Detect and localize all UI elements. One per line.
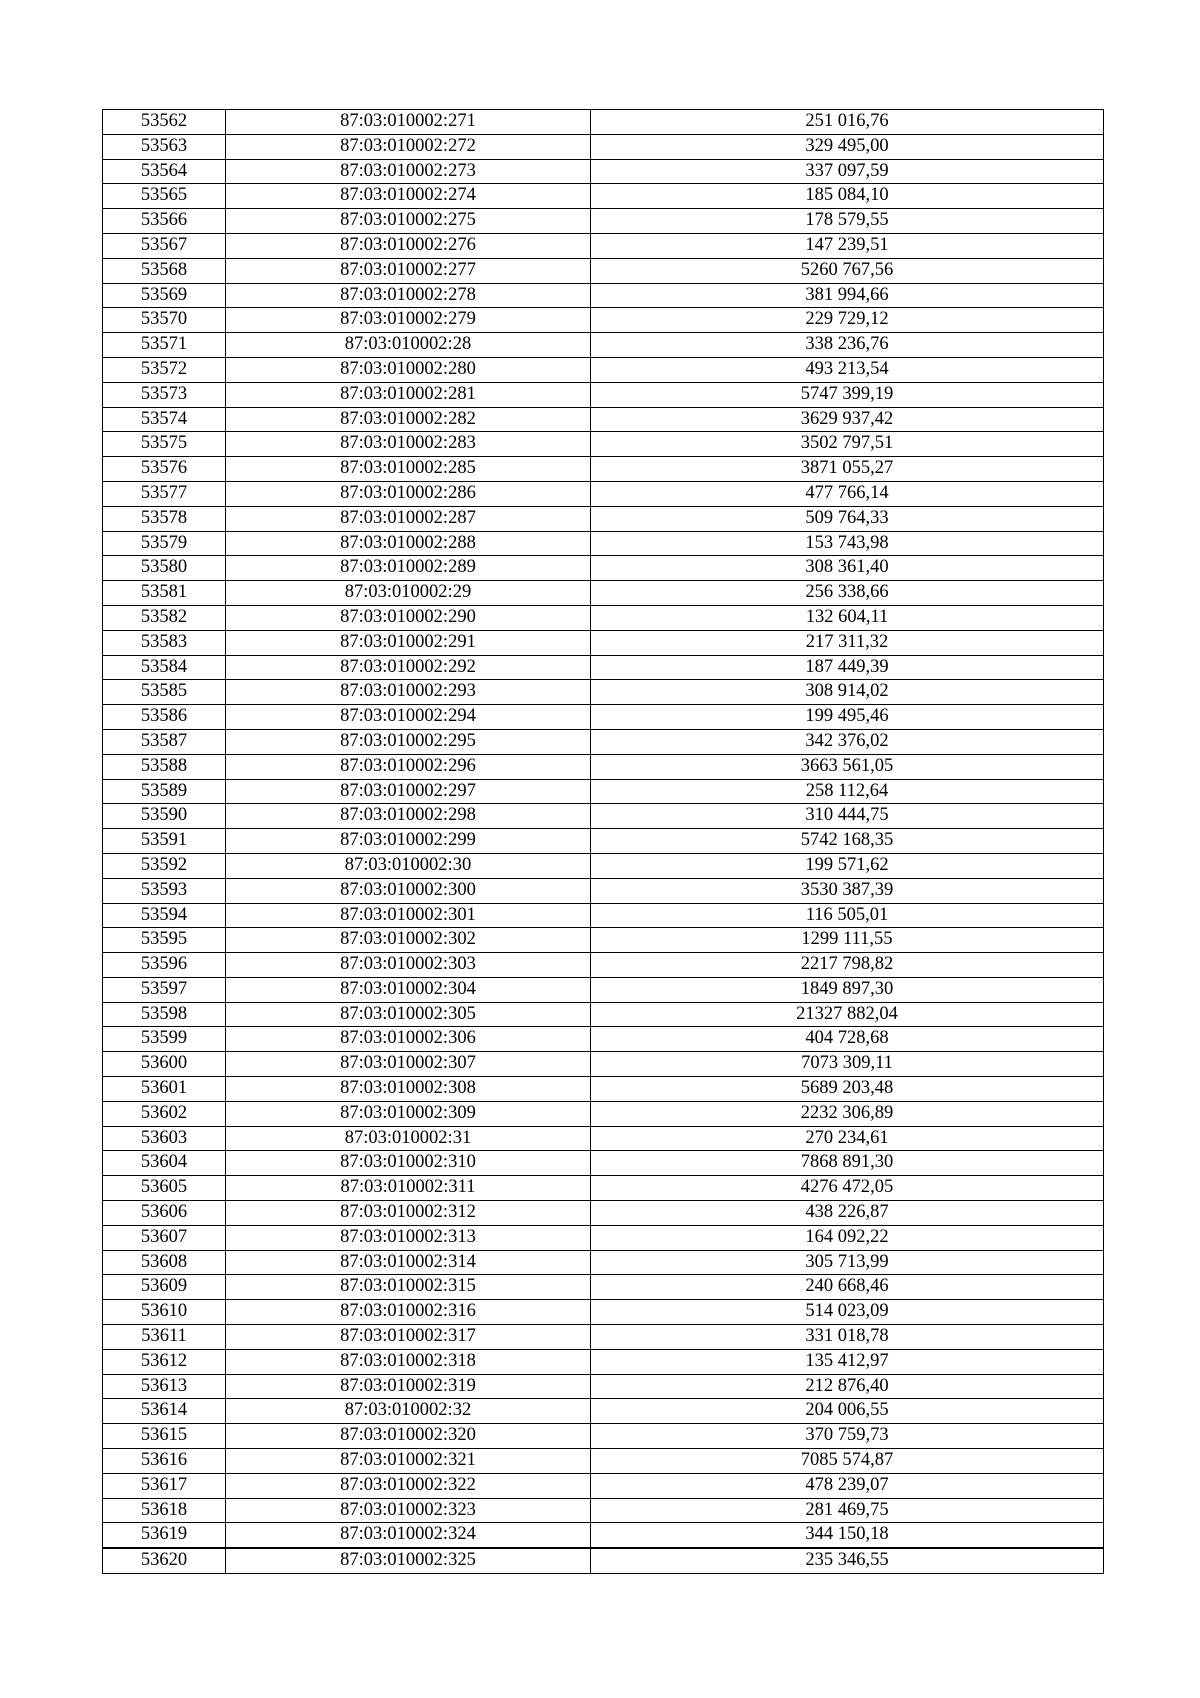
cadastral-number-cell: 87:03:010002:318: [226, 1349, 591, 1374]
cadastral-number-cell: 87:03:010002:323: [226, 1498, 591, 1523]
cadastral-number-cell: 87:03:010002:321: [226, 1449, 591, 1474]
row-number-cell: 53617: [103, 1473, 226, 1498]
cadastral-value-cell: 199 495,46: [591, 705, 1104, 730]
cadastral-value-cell: 438 226,87: [591, 1201, 1104, 1226]
table-row: [103, 457, 1104, 482]
table-row: [103, 754, 1104, 779]
cadastral-number-cell: 87:03:010002:320: [226, 1424, 591, 1449]
row-number-cell: 53597: [103, 977, 226, 1002]
table-row: [103, 308, 1104, 333]
table-row: [103, 556, 1104, 581]
cadastral-value-cell: 5260 767,56: [591, 258, 1104, 283]
table-row: [103, 407, 1104, 432]
cadastral-number-cell: 87:03:010002:293: [226, 680, 591, 705]
row-number-cell: 53589: [103, 779, 226, 804]
cadastral-number-cell: 87:03:010002:281: [226, 382, 591, 407]
row-number-cell: 53598: [103, 1002, 226, 1027]
row-number-cell: 53619: [103, 1523, 226, 1548]
cadastral-number-cell: 87:03:010002:289: [226, 556, 591, 581]
cadastral-value-cell: 153 743,98: [591, 531, 1104, 556]
row-number-cell: 53594: [103, 903, 226, 928]
row-number-cell: 53574: [103, 407, 226, 432]
table-row: [103, 1300, 1104, 1325]
cadastral-value-cell: 7073 309,11: [591, 1052, 1104, 1077]
cadastral-number-cell: 87:03:010002:324: [226, 1523, 591, 1548]
cadastral-number-cell: 87:03:010002:299: [226, 829, 591, 854]
table-row: [103, 1275, 1104, 1300]
cadastral-number-cell: 87:03:010002:294: [226, 705, 591, 730]
table-row: [103, 159, 1104, 184]
row-number-cell: 53602: [103, 1101, 226, 1126]
cadastral-number-cell: 87:03:010002:280: [226, 357, 591, 382]
cadastral-value-cell: 331 018,78: [591, 1325, 1104, 1350]
row-number-cell: 53563: [103, 134, 226, 159]
cadastral-value-cell: 5689 203,48: [591, 1077, 1104, 1102]
cadastral-value-cell: 344 150,18: [591, 1523, 1104, 1548]
row-number-cell: 53592: [103, 853, 226, 878]
cadastral-value-cell: 370 759,73: [591, 1424, 1104, 1449]
table-row: [103, 432, 1104, 457]
row-number-cell: 53618: [103, 1498, 226, 1523]
row-number-cell: 53566: [103, 209, 226, 234]
row-number-cell: 53585: [103, 680, 226, 705]
row-number-cell: 53603: [103, 1126, 226, 1151]
row-number-cell: 53575: [103, 432, 226, 457]
cadastral-number-cell: 87:03:010002:319: [226, 1374, 591, 1399]
cadastral-value-cell: 185 084,10: [591, 184, 1104, 209]
row-number-cell: 53600: [103, 1052, 226, 1077]
row-number-cell: 53583: [103, 630, 226, 655]
table-row: [103, 233, 1104, 258]
cadastral-value-cell: 509 764,33: [591, 506, 1104, 531]
row-number-cell: 53616: [103, 1449, 226, 1474]
row-number-cell: 53609: [103, 1275, 226, 1300]
cadastral-value-cell: 229 729,12: [591, 308, 1104, 333]
row-number-cell: 53596: [103, 953, 226, 978]
row-number-cell: 53580: [103, 556, 226, 581]
row-number-cell: 53620: [103, 1548, 226, 1573]
cadastral-number-cell: 87:03:010002:291: [226, 630, 591, 655]
cadastral-value-cell: 132 604,11: [591, 605, 1104, 630]
table-row: [103, 878, 1104, 903]
row-number-cell: 53564: [103, 159, 226, 184]
table-row: [103, 705, 1104, 730]
table-row: [103, 630, 1104, 655]
cadastral-value-cell: 493 213,54: [591, 357, 1104, 382]
table-row: [103, 1052, 1104, 1077]
cadastral-number-cell: 87:03:010002:297: [226, 779, 591, 804]
cadastral-value-cell: 404 728,68: [591, 1027, 1104, 1052]
table-row: [103, 258, 1104, 283]
cadastral-value-cell: 199 571,62: [591, 853, 1104, 878]
cadastral-value-cell: 1299 111,55: [591, 928, 1104, 953]
cadastral-number-cell: 87:03:010002:314: [226, 1250, 591, 1275]
cadastral-value-cell: 258 112,64: [591, 779, 1104, 804]
row-number-cell: 53573: [103, 382, 226, 407]
row-number-cell: 53582: [103, 605, 226, 630]
row-number-cell: 53572: [103, 357, 226, 382]
table-row: [103, 1473, 1104, 1498]
table-row: [103, 655, 1104, 680]
cadastral-number-cell: 87:03:010002:275: [226, 209, 591, 234]
cadastral-number-cell: 87:03:010002:308: [226, 1077, 591, 1102]
cadastral-value-cell: 187 449,39: [591, 655, 1104, 680]
cadastral-number-cell: 87:03:010002:288: [226, 531, 591, 556]
cadastral-value-cell: 308 361,40: [591, 556, 1104, 581]
cadastral-number-cell: 87:03:010002:292: [226, 655, 591, 680]
table-row: [103, 1176, 1104, 1201]
table-row: [103, 729, 1104, 754]
cadastral-number-cell: 87:03:010002:282: [226, 407, 591, 432]
cadastral-value-cell: 251 016,76: [591, 110, 1104, 135]
table-row: [103, 184, 1104, 209]
cadastral-value-cell: 281 469,75: [591, 1498, 1104, 1523]
table-row: [103, 1027, 1104, 1052]
table-row: [103, 506, 1104, 531]
row-number-cell: 53613: [103, 1374, 226, 1399]
cadastral-value-table: [102, 109, 1104, 1574]
row-number-cell: 53584: [103, 655, 226, 680]
cadastral-value-cell: 3871 055,27: [591, 457, 1104, 482]
cadastral-number-cell: 87:03:010002:303: [226, 953, 591, 978]
row-number-cell: 53586: [103, 705, 226, 730]
row-number-cell: 53571: [103, 333, 226, 358]
row-number-cell: 53567: [103, 233, 226, 258]
table-row: [103, 1151, 1104, 1176]
table-row: [103, 283, 1104, 308]
row-number-cell: 53577: [103, 481, 226, 506]
table-row: [103, 357, 1104, 382]
cadastral-number-cell: 87:03:010002:32: [226, 1399, 591, 1424]
row-number-cell: 53615: [103, 1424, 226, 1449]
cadastral-number-cell: 87:03:010002:325: [226, 1548, 591, 1573]
cadastral-number-cell: 87:03:010002:302: [226, 928, 591, 953]
cadastral-number-cell: 87:03:010002:28: [226, 333, 591, 358]
cadastral-value-cell: 4276 472,05: [591, 1176, 1104, 1201]
cadastral-number-cell: 87:03:010002:279: [226, 308, 591, 333]
cadastral-number-cell: 87:03:010002:273: [226, 159, 591, 184]
table-row: [103, 1523, 1104, 1548]
cadastral-number-cell: 87:03:010002:313: [226, 1225, 591, 1250]
cadastral-number-cell: 87:03:010002:305: [226, 1002, 591, 1027]
cadastral-value-cell: 2232 306,89: [591, 1101, 1104, 1126]
cadastral-number-cell: 87:03:010002:298: [226, 804, 591, 829]
cadastral-value-cell: 178 579,55: [591, 209, 1104, 234]
cadastral-value-cell: 3530 387,39: [591, 878, 1104, 903]
row-number-cell: 53562: [103, 110, 226, 135]
table-row: [103, 1201, 1104, 1226]
cadastral-value-cell: 381 994,66: [591, 283, 1104, 308]
cadastral-number-cell: 87:03:010002:287: [226, 506, 591, 531]
cadastral-number-cell: 87:03:010002:311: [226, 1176, 591, 1201]
table-row: [103, 1498, 1104, 1523]
cadastral-number-cell: 87:03:010002:272: [226, 134, 591, 159]
cadastral-value-cell: 329 495,00: [591, 134, 1104, 159]
cadastral-number-cell: 87:03:010002:304: [226, 977, 591, 1002]
cadastral-value-cell: 2217 798,82: [591, 953, 1104, 978]
row-number-cell: 53569: [103, 283, 226, 308]
cadastral-value-cell: 164 092,22: [591, 1225, 1104, 1250]
row-number-cell: 53599: [103, 1027, 226, 1052]
table-row: [103, 804, 1104, 829]
row-number-cell: 53593: [103, 878, 226, 903]
table-row: [103, 1424, 1104, 1449]
row-number-cell: 53605: [103, 1176, 226, 1201]
row-number-cell: 53608: [103, 1250, 226, 1275]
row-number-cell: 53591: [103, 829, 226, 854]
table-body: [103, 110, 1104, 1574]
cadastral-number-cell: 87:03:010002:274: [226, 184, 591, 209]
cadastral-value-cell: 310 444,75: [591, 804, 1104, 829]
row-number-cell: 53601: [103, 1077, 226, 1102]
cadastral-value-cell: 337 097,59: [591, 159, 1104, 184]
row-number-cell: 53578: [103, 506, 226, 531]
table-row: [103, 1250, 1104, 1275]
cadastral-value-cell: 308 914,02: [591, 680, 1104, 705]
table-row: [103, 928, 1104, 953]
row-number-cell: 53579: [103, 531, 226, 556]
cadastral-value-cell: 1849 897,30: [591, 977, 1104, 1002]
table-row: [103, 1126, 1104, 1151]
table-row: [103, 134, 1104, 159]
table-row: [103, 1349, 1104, 1374]
table-row: [103, 110, 1104, 135]
cadastral-number-cell: 87:03:010002:277: [226, 258, 591, 283]
table-row: [103, 779, 1104, 804]
table-row: [103, 1077, 1104, 1102]
table-row: [103, 829, 1104, 854]
row-number-cell: 53606: [103, 1201, 226, 1226]
cadastral-number-cell: 87:03:010002:310: [226, 1151, 591, 1176]
table-row: [103, 1449, 1104, 1474]
table-row: [103, 953, 1104, 978]
cadastral-value-cell: 147 239,51: [591, 233, 1104, 258]
table-row: [103, 1101, 1104, 1126]
cadastral-value-cell: 204 006,55: [591, 1399, 1104, 1424]
cadastral-number-cell: 87:03:010002:309: [226, 1101, 591, 1126]
row-number-cell: 53581: [103, 581, 226, 606]
row-number-cell: 53565: [103, 184, 226, 209]
row-number-cell: 53595: [103, 928, 226, 953]
cadastral-number-cell: 87:03:010002:295: [226, 729, 591, 754]
cadastral-number-cell: 87:03:010002:322: [226, 1473, 591, 1498]
cadastral-value-cell: 3502 797,51: [591, 432, 1104, 457]
table-row: [103, 1225, 1104, 1250]
table-row: [103, 333, 1104, 358]
cadastral-number-cell: 87:03:010002:271: [226, 110, 591, 135]
cadastral-value-cell: 116 505,01: [591, 903, 1104, 928]
table-row: [103, 1399, 1104, 1424]
cadastral-number-cell: 87:03:010002:307: [226, 1052, 591, 1077]
cadastral-number-cell: 87:03:010002:317: [226, 1325, 591, 1350]
table-row: [103, 605, 1104, 630]
cadastral-number-cell: 87:03:010002:312: [226, 1201, 591, 1226]
row-number-cell: 53607: [103, 1225, 226, 1250]
row-number-cell: 53587: [103, 729, 226, 754]
table-row: [103, 903, 1104, 928]
cadastral-value-cell: 477 766,14: [591, 481, 1104, 506]
cadastral-value-cell: 3629 937,42: [591, 407, 1104, 432]
row-number-cell: 53570: [103, 308, 226, 333]
cadastral-number-cell: 87:03:010002:290: [226, 605, 591, 630]
row-number-cell: 53611: [103, 1325, 226, 1350]
cadastral-number-cell: 87:03:010002:286: [226, 481, 591, 506]
row-number-cell: 53590: [103, 804, 226, 829]
table-row: [103, 581, 1104, 606]
table-row: [103, 680, 1104, 705]
cadastral-value-cell: 338 236,76: [591, 333, 1104, 358]
row-number-cell: 53576: [103, 457, 226, 482]
table-row: [103, 1548, 1104, 1573]
table-row: [103, 1002, 1104, 1027]
cadastral-value-cell: 135 412,97: [591, 1349, 1104, 1374]
row-number-cell: 53604: [103, 1151, 226, 1176]
cadastral-value-cell: 3663 561,05: [591, 754, 1104, 779]
cadastral-number-cell: 87:03:010002:316: [226, 1300, 591, 1325]
cadastral-value-cell: 21327 882,04: [591, 1002, 1104, 1027]
table-row: [103, 209, 1104, 234]
table-row: [103, 531, 1104, 556]
cadastral-number-cell: 87:03:010002:300: [226, 878, 591, 903]
cadastral-value-cell: 270 234,61: [591, 1126, 1104, 1151]
cadastral-value-cell: 478 239,07: [591, 1473, 1104, 1498]
cadastral-value-cell: 305 713,99: [591, 1250, 1104, 1275]
table-row: [103, 382, 1104, 407]
cadastral-value-cell: 235 346,55: [591, 1548, 1104, 1573]
cadastral-number-cell: 87:03:010002:276: [226, 233, 591, 258]
cadastral-value-cell: 5747 399,19: [591, 382, 1104, 407]
cadastral-value-cell: 256 338,66: [591, 581, 1104, 606]
cadastral-number-cell: 87:03:010002:31: [226, 1126, 591, 1151]
table-row: [103, 853, 1104, 878]
cadastral-value-cell: 240 668,46: [591, 1275, 1104, 1300]
cadastral-number-cell: 87:03:010002:296: [226, 754, 591, 779]
row-number-cell: 53612: [103, 1349, 226, 1374]
cadastral-value-cell: 7868 891,30: [591, 1151, 1104, 1176]
cadastral-number-cell: 87:03:010002:306: [226, 1027, 591, 1052]
cadastral-value-cell: 7085 574,87: [591, 1449, 1104, 1474]
cadastral-value-cell: 217 311,32: [591, 630, 1104, 655]
row-number-cell: 53588: [103, 754, 226, 779]
cadastral-number-cell: 87:03:010002:30: [226, 853, 591, 878]
table-row: [103, 1325, 1104, 1350]
row-number-cell: 53614: [103, 1399, 226, 1424]
table-row: [103, 1374, 1104, 1399]
row-number-cell: 53568: [103, 258, 226, 283]
cadastral-number-cell: 87:03:010002:285: [226, 457, 591, 482]
cadastral-number-cell: 87:03:010002:278: [226, 283, 591, 308]
cadastral-value-cell: 342 376,02: [591, 729, 1104, 754]
cadastral-number-cell: 87:03:010002:301: [226, 903, 591, 928]
cadastral-value-cell: 5742 168,35: [591, 829, 1104, 854]
row-number-cell: 53610: [103, 1300, 226, 1325]
cadastral-number-cell: 87:03:010002:29: [226, 581, 591, 606]
cadastral-number-cell: 87:03:010002:315: [226, 1275, 591, 1300]
cadastral-number-cell: 87:03:010002:283: [226, 432, 591, 457]
table-row: [103, 481, 1104, 506]
cadastral-value-cell: 212 876,40: [591, 1374, 1104, 1399]
table-row: [103, 977, 1104, 1002]
cadastral-value-cell: 514 023,09: [591, 1300, 1104, 1325]
